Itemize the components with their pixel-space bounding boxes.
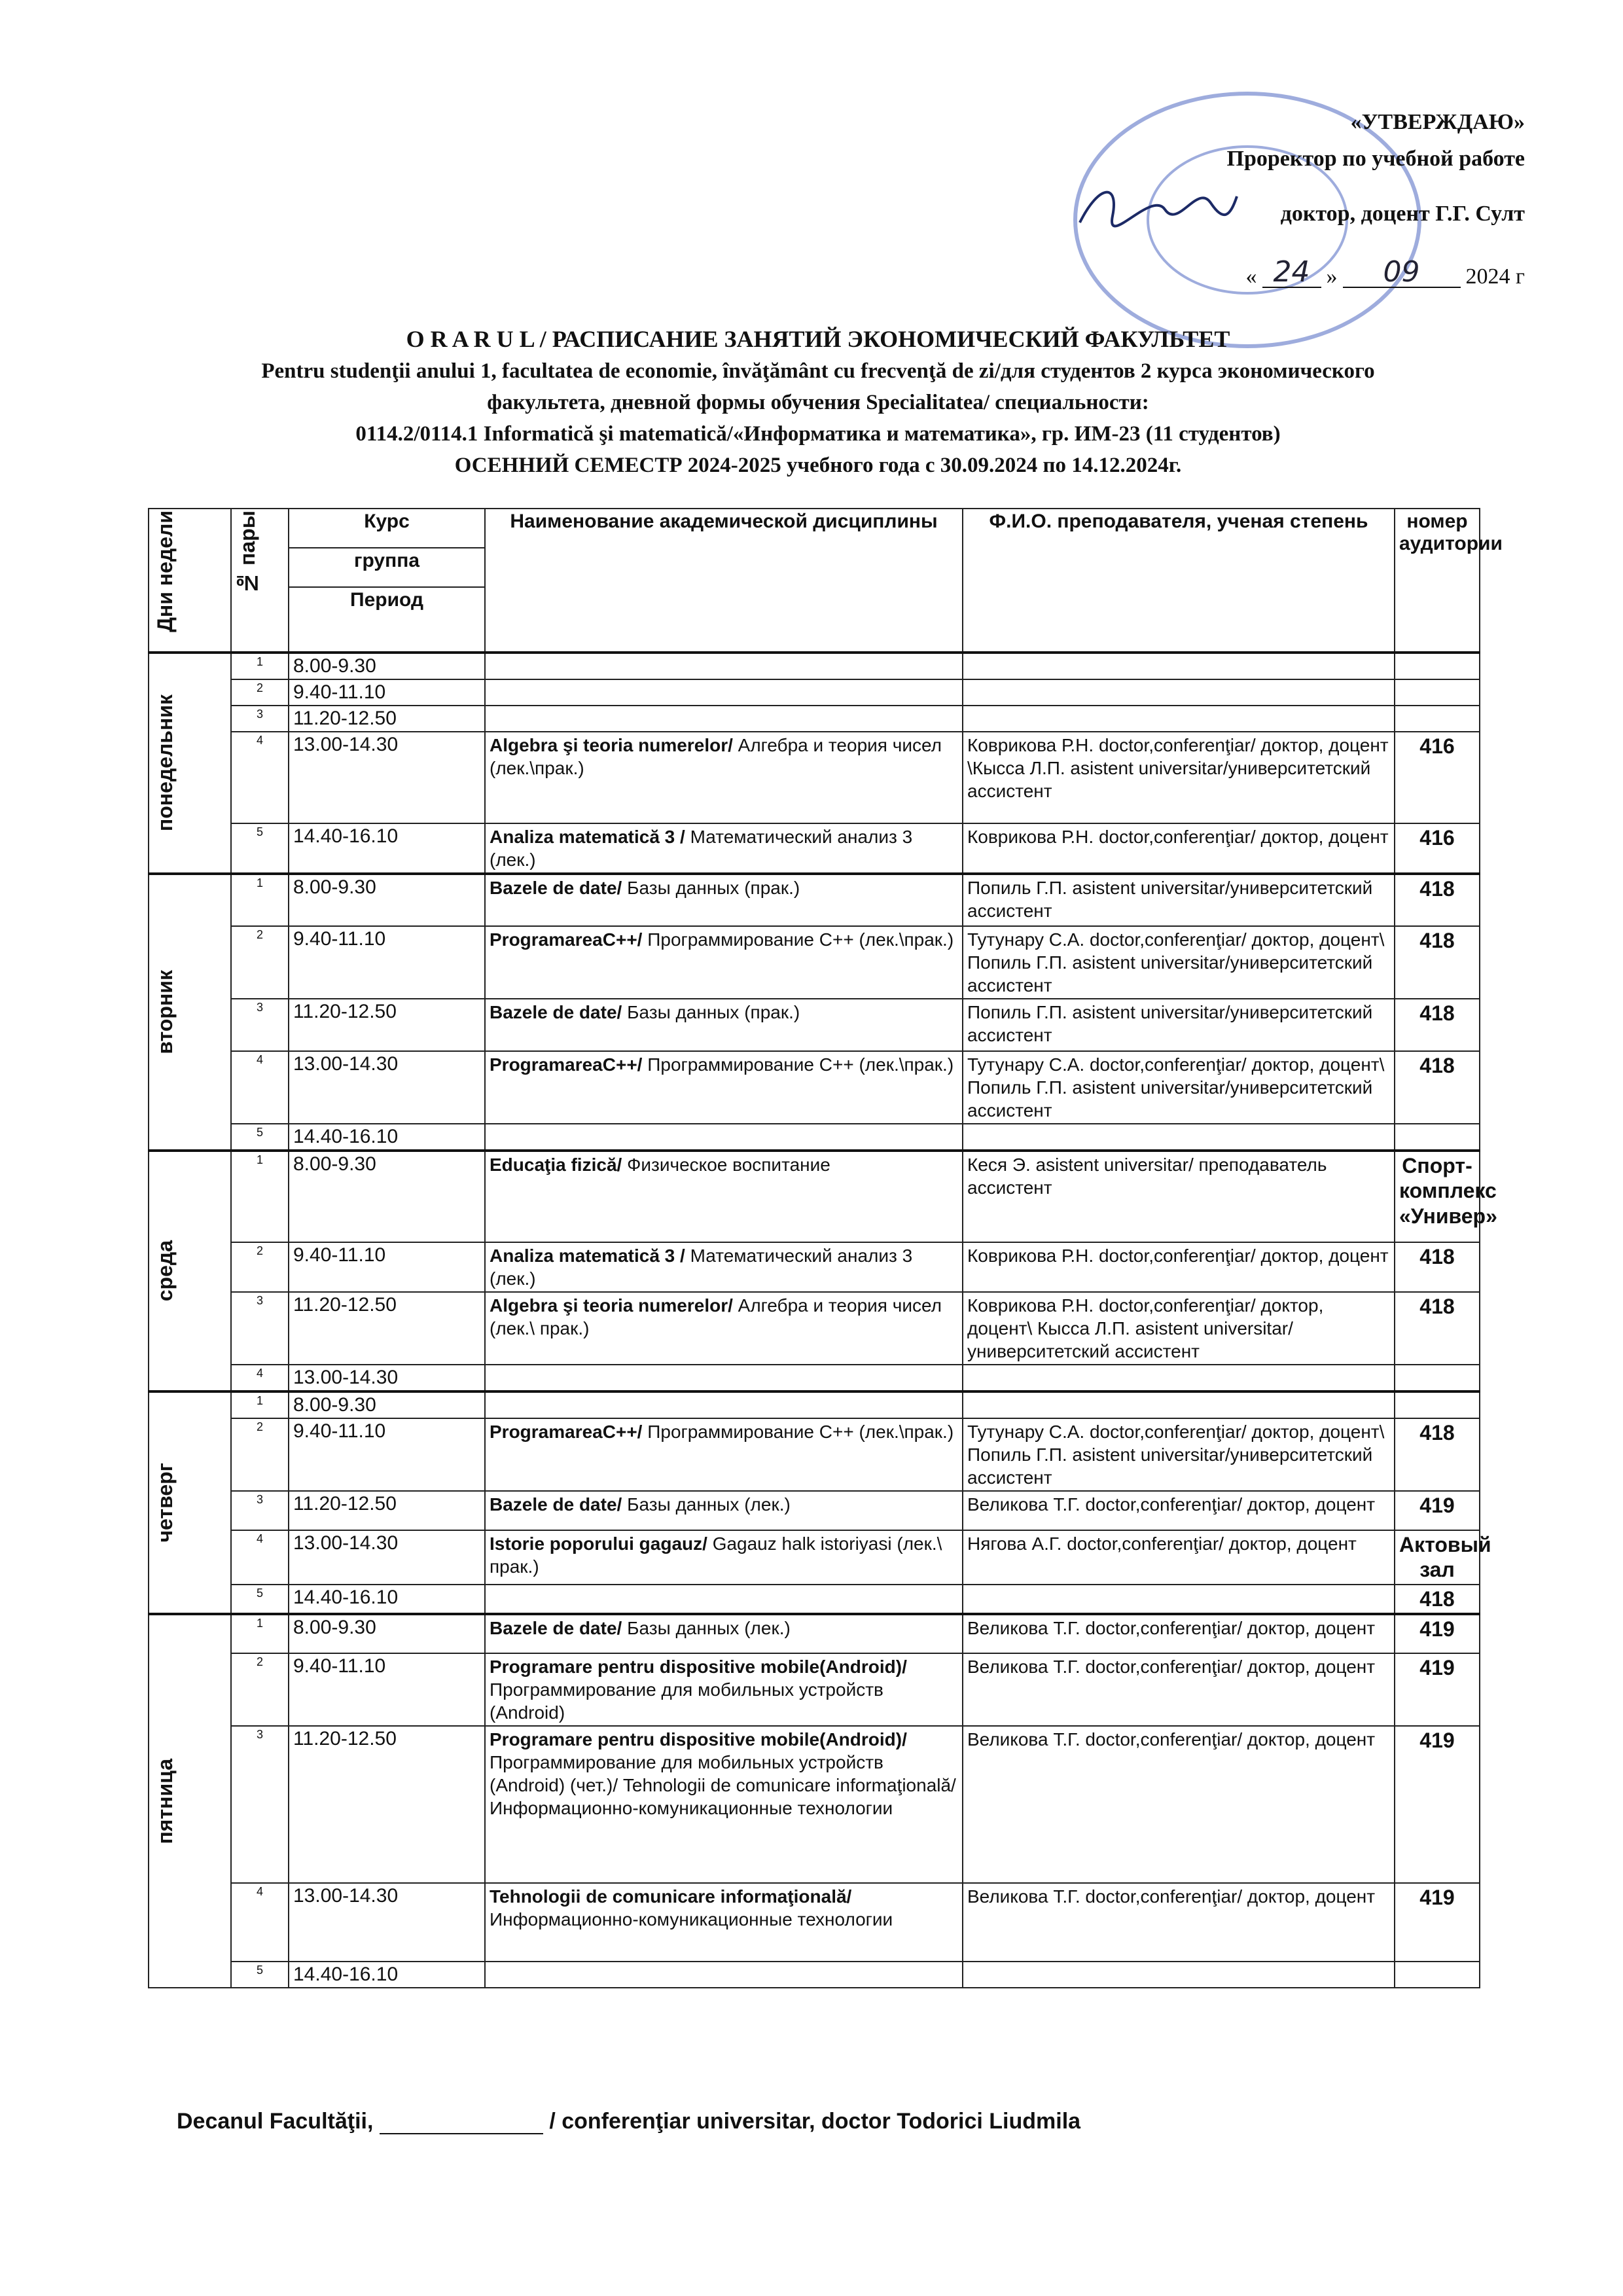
discipline-cell bbox=[485, 1491, 963, 1530]
discipline-cell bbox=[485, 1530, 963, 1585]
discipline-ro: Programare pentru dispositive mobile(Android)/ bbox=[490, 1657, 907, 1677]
table-row bbox=[149, 1883, 1480, 1962]
teacher-cell: Великова Т.Г. doctor,conferenţiar/ доктор, доцент bbox=[963, 1614, 1395, 1653]
approval-title: «УТВЕРЖДАЮ» bbox=[1350, 110, 1525, 134]
room-cell bbox=[1395, 706, 1480, 732]
discipline-cell bbox=[485, 1614, 963, 1653]
discipline-cell bbox=[485, 874, 963, 926]
discipline-ru: Базы данных (лек.) bbox=[627, 1494, 791, 1515]
period-time: 9.40-11.10 bbox=[289, 1418, 485, 1491]
discipline-cell bbox=[485, 706, 963, 732]
discipline-ro: Bazele de date/ bbox=[490, 1494, 622, 1515]
pair-number: 2 bbox=[231, 1653, 289, 1726]
period-time: 13.00-14.30 bbox=[289, 1530, 485, 1585]
pair-number: 2 bbox=[231, 1418, 289, 1491]
day-cell: четверг bbox=[149, 1391, 231, 1614]
discipline-ru: Базы данных (прак.) bbox=[627, 1002, 800, 1022]
teacher-cell: Тутунару С.А. doctor,conferenţiar/ доктор, доцент\ Попиль Г.П. asistent universitar/университетский ассистент bbox=[963, 1051, 1395, 1124]
table-row bbox=[149, 732, 1480, 823]
discipline-ro: Algebra şi teoria numerelor/ bbox=[490, 1295, 733, 1316]
room-cell: 416 bbox=[1395, 823, 1480, 874]
period-time: 8.00-9.30 bbox=[289, 1614, 485, 1653]
room-cell: 418 bbox=[1395, 926, 1480, 999]
table-row bbox=[149, 1491, 1480, 1530]
table-row bbox=[149, 679, 1480, 706]
table-row bbox=[149, 1530, 1480, 1585]
discipline-ru: Gagauz halk istoriyasi (лек.\ прак.) bbox=[490, 1534, 942, 1577]
room-cell bbox=[1395, 679, 1480, 706]
table-row bbox=[149, 1962, 1480, 1988]
discipline-ru: Информационно-комуникационные технологии bbox=[490, 1909, 893, 1930]
discipline-ro: Programare pentru dispositive mobile(Android)/ bbox=[490, 1729, 907, 1750]
period-time: 11.20-12.50 bbox=[289, 706, 485, 732]
col-days: Дни недели bbox=[149, 509, 231, 653]
teacher-cell: Великова Т.Г. doctor,conferenţiar/ доктор, доцент bbox=[963, 1491, 1395, 1530]
room-cell: 418 bbox=[1395, 999, 1480, 1051]
room-cell bbox=[1395, 1391, 1480, 1418]
room-cell: 419 bbox=[1395, 1614, 1480, 1653]
discipline-ru: Программирование C++ (лек.\прак.) bbox=[647, 1422, 954, 1442]
discipline-cell bbox=[485, 1051, 963, 1124]
table-row bbox=[149, 1051, 1480, 1124]
pair-number: 1 bbox=[231, 653, 289, 679]
period-time: 9.40-11.10 bbox=[289, 926, 485, 999]
col-room: номер аудитории bbox=[1395, 509, 1480, 653]
table-row bbox=[149, 1585, 1480, 1614]
discipline-cell bbox=[485, 653, 963, 679]
period-time: 11.20-12.50 bbox=[289, 1491, 485, 1530]
pair-number: 1 bbox=[231, 1391, 289, 1418]
discipline-cell bbox=[485, 1726, 963, 1883]
period-time: 14.40-16.10 bbox=[289, 823, 485, 874]
pair-number: 4 bbox=[231, 1051, 289, 1124]
pair-number: 5 bbox=[231, 1124, 289, 1151]
discipline-ru: Программирование C++ (лек.\прак.) bbox=[647, 1054, 954, 1075]
discipline-cell bbox=[485, 1653, 963, 1726]
period-time: 11.20-12.50 bbox=[289, 1292, 485, 1365]
approval-block bbox=[1067, 111, 1525, 321]
table-row bbox=[149, 823, 1480, 874]
discipline-ro: Analiza matematică 3 / bbox=[490, 1246, 685, 1266]
table-row bbox=[149, 1391, 1480, 1418]
col-group: группа bbox=[289, 548, 485, 587]
discipline-ro: Bazele de date/ bbox=[490, 1618, 622, 1639]
discipline-cell bbox=[485, 1418, 963, 1491]
approval-position: Проректор по учебной работе bbox=[1226, 147, 1525, 171]
discipline-ru: Алгебра и теория чисел (лек.\ прак.) bbox=[490, 1295, 942, 1338]
col-pair: № пары bbox=[231, 509, 289, 653]
discipline-ro: ProgramareaC++/ bbox=[490, 1054, 643, 1075]
room-cell: 418 bbox=[1395, 1292, 1480, 1365]
room-cell bbox=[1395, 1365, 1480, 1391]
table-row bbox=[149, 706, 1480, 732]
discipline-cell bbox=[485, 1585, 963, 1614]
schedule-title: O R A R U L / РАСПИСАНИЕ ЗАНЯТИЙ ЭКОНОМИЧЕСКИЙ ФАКУЛЬТЕТ bbox=[406, 326, 1230, 352]
room-cell: 419 bbox=[1395, 1883, 1480, 1962]
period-time: 14.40-16.10 bbox=[289, 1962, 485, 1988]
discipline-ru: Программирование C++ (лек.\прак.) bbox=[647, 929, 954, 950]
period-time: 8.00-9.30 bbox=[289, 1151, 485, 1242]
teacher-cell bbox=[963, 1585, 1395, 1614]
period-time: 13.00-14.30 bbox=[289, 1365, 485, 1391]
period-time: 14.40-16.10 bbox=[289, 1124, 485, 1151]
table-row bbox=[149, 1124, 1480, 1151]
day-cell: понедельник bbox=[149, 653, 231, 874]
period-time: 11.20-12.50 bbox=[289, 999, 485, 1051]
teacher-cell: Кеся Э. asistent universitar/ преподаватель ассистент bbox=[963, 1151, 1395, 1242]
date-open-quote: « bbox=[1245, 264, 1257, 289]
discipline-cell bbox=[485, 679, 963, 706]
teacher-cell: Попиль Г.П. asistent universitar/университетский ассистент bbox=[963, 874, 1395, 926]
pair-number: 1 bbox=[231, 1151, 289, 1242]
discipline-ru: Программирование для мобильных устройств (Android) bbox=[490, 1679, 883, 1723]
pair-number: 5 bbox=[231, 1962, 289, 1988]
discipline-cell bbox=[485, 999, 963, 1051]
period-time: 13.00-14.30 bbox=[289, 732, 485, 823]
date-month: 09 bbox=[1343, 258, 1461, 288]
schedule-table bbox=[148, 508, 1503, 1988]
dean-label: Decanul Facultăţii, bbox=[177, 2109, 374, 2134]
room-cell: 416 bbox=[1395, 732, 1480, 823]
discipline-cell bbox=[485, 1391, 963, 1418]
room-cell: Актовый зал bbox=[1395, 1530, 1480, 1585]
approval-signer: доктор, доцент Г.Г. Султ bbox=[1280, 202, 1525, 226]
period-time: 9.40-11.10 bbox=[289, 1653, 485, 1726]
table-row bbox=[149, 1242, 1480, 1292]
date-day: 24 bbox=[1262, 258, 1321, 288]
teacher-cell: Великова Т.Г. doctor,conferenţiar/ доктор, доцент bbox=[963, 1653, 1395, 1726]
period-time: 13.00-14.30 bbox=[289, 1051, 485, 1124]
dean-signature-line bbox=[380, 2113, 543, 2134]
discipline-cell bbox=[485, 1151, 963, 1242]
table-row bbox=[149, 1151, 1480, 1242]
col-course: Курс bbox=[289, 509, 485, 548]
room-cell bbox=[1395, 1962, 1480, 1988]
day-cell: среда bbox=[149, 1151, 231, 1391]
teacher-cell: Коврикова Р.Н. doctor,conferenţiar/ доктор, доцент bbox=[963, 823, 1395, 874]
pair-number: 1 bbox=[231, 874, 289, 926]
header-row-course bbox=[149, 509, 1480, 548]
pair-number: 3 bbox=[231, 1491, 289, 1530]
period-time: 14.40-16.10 bbox=[289, 1585, 485, 1614]
room-cell: 419 bbox=[1395, 1491, 1480, 1530]
table-row bbox=[149, 926, 1480, 999]
period-time: 9.40-11.10 bbox=[289, 679, 485, 706]
room-cell: 418 bbox=[1395, 1418, 1480, 1491]
discipline-ru: Базы данных (прак.) bbox=[627, 878, 800, 898]
teacher-cell: Коврикова Р.Н. doctor,conferenţiar/ доктор, доцент\ Кысса Л.П. asistent universitar/университетский ассистент bbox=[963, 1292, 1395, 1365]
footer-signature bbox=[177, 2109, 1080, 2134]
pair-number: 2 bbox=[231, 1242, 289, 1292]
dean-title: / conferenţiar universitar, doctor Todorici Liudmila bbox=[549, 2109, 1081, 2134]
period-time: 11.20-12.50 bbox=[289, 1726, 485, 1883]
discipline-ro: ProgramareaC++/ bbox=[490, 929, 643, 950]
period-time: 8.00-9.30 bbox=[289, 653, 485, 679]
date-year: 2024 г bbox=[1465, 264, 1525, 289]
table-row bbox=[149, 1726, 1480, 1883]
discipline-ro: Educaţia fizică/ bbox=[490, 1155, 622, 1175]
discipline-ro: Analiza matematică 3 / bbox=[490, 827, 685, 847]
discipline-ro: Istorie poporului gagauz/ bbox=[490, 1534, 707, 1554]
discipline-cell bbox=[485, 1124, 963, 1151]
discipline-ro: Bazele de date/ bbox=[490, 878, 622, 898]
teacher-cell: Великова Т.Г. doctor,conferenţiar/ доктор, доцент bbox=[963, 1726, 1395, 1883]
day-cell: пятница bbox=[149, 1614, 231, 1988]
room-cell: 419 bbox=[1395, 1726, 1480, 1883]
room-cell: 419 bbox=[1395, 1653, 1480, 1726]
table-row bbox=[149, 1292, 1480, 1365]
pair-number: 2 bbox=[231, 679, 289, 706]
period-time: 9.40-11.10 bbox=[289, 1242, 485, 1292]
room-cell: 418 bbox=[1395, 1051, 1480, 1124]
table-row bbox=[149, 1614, 1480, 1653]
discipline-cell bbox=[485, 823, 963, 874]
discipline-ru: Физическое воспитание bbox=[627, 1155, 830, 1175]
header-line-4: 0114.2/0114.1 Informatică şi matematică/«Информатика и математика», гр. ИМ-23 (11 студентов) bbox=[355, 422, 1281, 446]
col-teacher: Ф.И.О. преподавателя, ученая степень bbox=[963, 509, 1395, 653]
table-row bbox=[149, 874, 1480, 926]
teacher-cell: Нягова А.Г. doctor,conferenţiar/ доктор, доцент bbox=[963, 1530, 1395, 1585]
teacher-cell: Тутунару С.А. doctor,conferenţiar/ доктор, доцент\ Попиль Г.П. asistent universitar/университетский ассистент bbox=[963, 926, 1395, 999]
day-cell: вторник bbox=[149, 874, 231, 1151]
room-cell: 418 bbox=[1395, 1585, 1480, 1614]
discipline-cell bbox=[485, 1962, 963, 1988]
discipline-ro: Algebra şi teoria numerelor/ bbox=[490, 735, 733, 755]
pair-number: 3 bbox=[231, 999, 289, 1051]
pair-number: 3 bbox=[231, 1292, 289, 1365]
teacher-cell bbox=[963, 1124, 1395, 1151]
header-line-5: ОСЕННИЙ СЕМЕСТР 2024-2025 учебного года с 30.09.2024 по 14.12.2024г. bbox=[454, 453, 1182, 477]
schedule-header bbox=[170, 322, 1466, 482]
teacher-cell bbox=[963, 1391, 1395, 1418]
teacher-cell bbox=[963, 679, 1395, 706]
date-close-quote: » bbox=[1326, 264, 1338, 289]
discipline-ru: Математический анализ 3 (лек.) bbox=[490, 1246, 913, 1289]
table-row bbox=[149, 1653, 1480, 1726]
period-time: 13.00-14.30 bbox=[289, 1883, 485, 1962]
discipline-ro: ProgramareaC++/ bbox=[490, 1422, 643, 1442]
col-discipline: Наименование академической дисциплины bbox=[485, 509, 963, 653]
teacher-cell bbox=[963, 653, 1395, 679]
header-line-2: Pentru studenţii anului 1, facultatea de economie, învăţământ cu frecvenţă de zi/для студентов 2 курса экономического bbox=[261, 359, 1375, 384]
header-line-3: факультета, дневной формы обучения Specialitatea/ специальности: bbox=[487, 391, 1149, 415]
room-cell: 418 bbox=[1395, 1242, 1480, 1292]
teacher-cell bbox=[963, 1962, 1395, 1988]
discipline-ru: Алгебра и теория чисел (лек.\прак.) bbox=[490, 735, 942, 778]
pair-number: 4 bbox=[231, 1883, 289, 1962]
table-row bbox=[149, 999, 1480, 1051]
col-period: Период bbox=[289, 587, 485, 653]
teacher-cell bbox=[963, 1365, 1395, 1391]
approval-date bbox=[1067, 255, 1525, 289]
pair-number: 3 bbox=[231, 706, 289, 732]
discipline-cell bbox=[485, 1292, 963, 1365]
teacher-cell: Тутунару С.А. doctor,conferenţiar/ доктор, доцент\ Попиль Г.П. asistent universitar/университетский ассистент bbox=[963, 1418, 1395, 1491]
pair-number: 5 bbox=[231, 1585, 289, 1614]
period-time: 8.00-9.30 bbox=[289, 1391, 485, 1418]
discipline-cell bbox=[485, 1883, 963, 1962]
pair-number: 4 bbox=[231, 1365, 289, 1391]
pair-number: 4 bbox=[231, 1530, 289, 1585]
pair-number: 4 bbox=[231, 732, 289, 823]
table-row bbox=[149, 653, 1480, 679]
room-cell bbox=[1395, 653, 1480, 679]
discipline-ro: Tehnologii de comunicare informaţională/ bbox=[490, 1886, 852, 1907]
period-time: 8.00-9.30 bbox=[289, 874, 485, 926]
room-cell: 418 bbox=[1395, 874, 1480, 926]
teacher-cell: Попиль Г.П. asistent universitar/университетский ассистент bbox=[963, 999, 1395, 1051]
pair-number: 5 bbox=[231, 823, 289, 874]
table-row bbox=[149, 1418, 1480, 1491]
pair-number: 3 bbox=[231, 1726, 289, 1883]
teacher-cell: Коврикова Р.Н. doctor,conferenţiar/ доктор, доцент \Кысса Л.П. asistent universitar/университетский ассистент bbox=[963, 732, 1395, 823]
pair-number: 1 bbox=[231, 1614, 289, 1653]
table-row bbox=[149, 1365, 1480, 1391]
discipline-ru: Математический анализ 3 (лек.) bbox=[490, 827, 913, 870]
discipline-cell bbox=[485, 1365, 963, 1391]
teacher-cell: Великова Т.Г. doctor,conferenţiar/ доктор, доцент bbox=[963, 1883, 1395, 1962]
room-cell: Спорт-комплекс «Универ» bbox=[1395, 1151, 1480, 1242]
discipline-ru: Программирование для мобильных устройств (Android) (чет.)/ Tehnologii de comunicare informaţională/Информационно-комуникационные технологии bbox=[490, 1752, 956, 1819]
discipline-cell bbox=[485, 732, 963, 823]
discipline-cell bbox=[485, 1242, 963, 1292]
discipline-ru: Базы данных (лек.) bbox=[627, 1618, 791, 1639]
teacher-cell bbox=[963, 706, 1395, 732]
pair-number: 2 bbox=[231, 926, 289, 999]
discipline-ro: Bazele de date/ bbox=[490, 1002, 622, 1022]
discipline-cell bbox=[485, 926, 963, 999]
teacher-cell: Коврикова Р.Н. doctor,conferenţiar/ доктор, доцент bbox=[963, 1242, 1395, 1292]
room-cell bbox=[1395, 1124, 1480, 1151]
